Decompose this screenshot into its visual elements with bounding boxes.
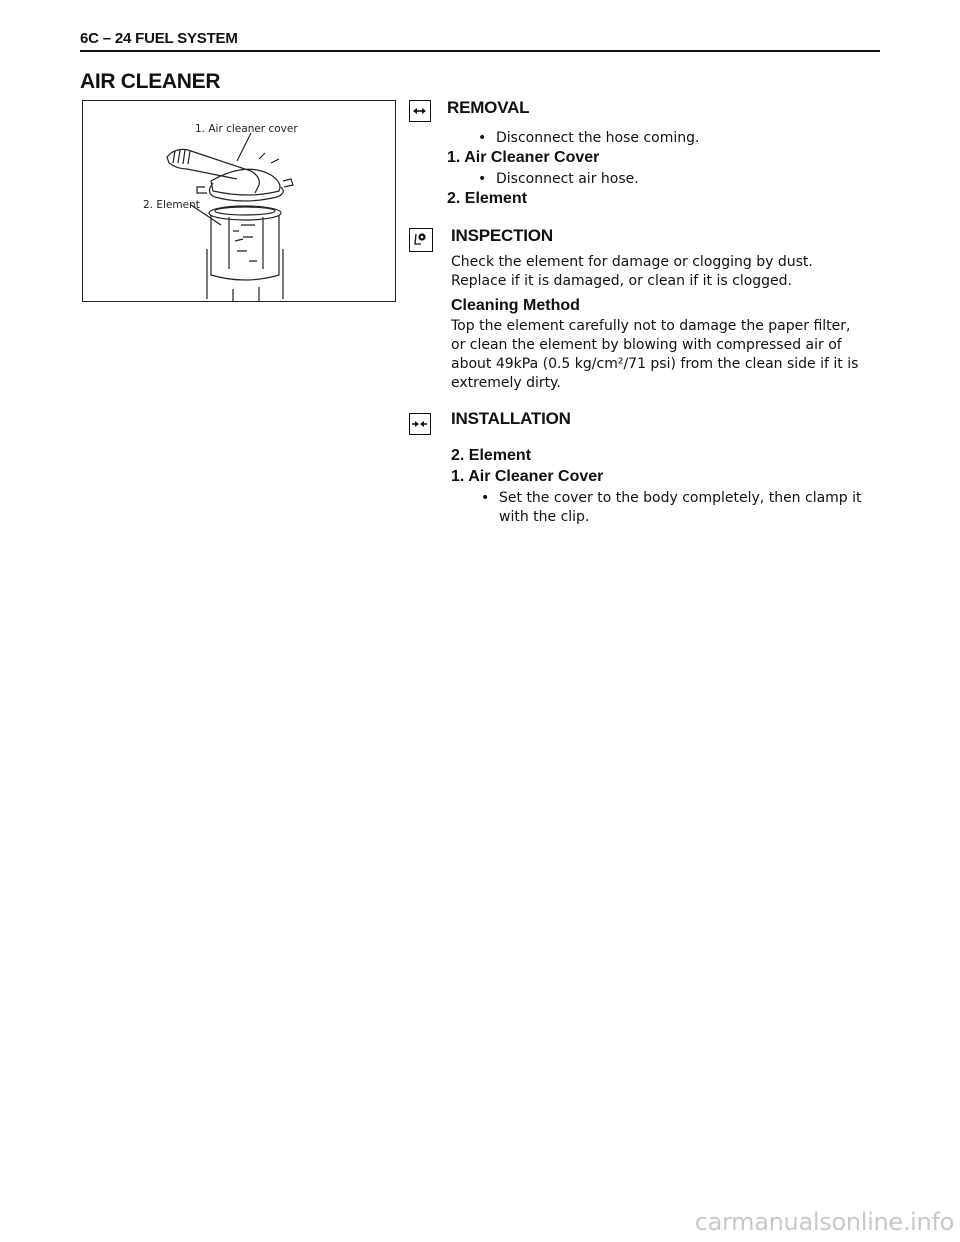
cleaning-line-1: Top the element carefully not to damage the paper filter,: [451, 318, 851, 334]
removal-item-element: 2. Element: [447, 190, 528, 207]
installation-bullet-line-1: • Set the cover to the body completely, then clamp it: [499, 488, 862, 508]
cleaning-line-3: about 49kPa (0.5 kg/cm²/71 psi) from the clean side if it is: [451, 356, 859, 372]
inspection-line-1: Check the element for damage or clogging by dust.: [451, 254, 813, 270]
removal-heading: REMOVAL: [447, 98, 530, 117]
inspection-heading: INSPECTION: [451, 226, 553, 245]
inspection-line-2: Replace if it is damaged, or clean if it is clogged.: [451, 273, 793, 289]
installation-arrows-icon: [409, 413, 431, 435]
installation-item-element: 2. Element: [451, 447, 532, 464]
page-header-title: 6C – 24 FUEL SYSTEM: [80, 30, 238, 47]
cleaning-line-4: extremely dirty.: [451, 375, 561, 391]
section-title: AIR CLEANER: [80, 70, 221, 93]
installation-heading: INSTALLATION: [451, 409, 571, 428]
cleaning-method-title: Cleaning Method: [451, 297, 580, 314]
page-header: [80, 28, 880, 52]
removal-item-cover: 1. Air Cleaner Cover: [447, 149, 600, 166]
watermark: carmanualsonline.info: [694, 1208, 954, 1236]
cleaning-line-2: or clean the element by blowing with compressed air of: [451, 337, 842, 353]
figure-label-element: 2. Element: [143, 199, 200, 211]
removal-bullet-hose: • Disconnect the hose coming.: [496, 128, 699, 148]
inspection-magnifier-icon: [409, 228, 433, 252]
installation-item-cover: 1. Air Cleaner Cover: [451, 468, 604, 485]
removal-bullet-air-hose: • Disconnect air hose.: [496, 169, 639, 189]
figure-label-cover: 1. Air cleaner cover: [195, 123, 298, 135]
installation-bullet-line-2: with the clip.: [499, 509, 590, 525]
removal-arrows-icon: [409, 100, 431, 122]
air-cleaner-figure: [82, 100, 396, 302]
